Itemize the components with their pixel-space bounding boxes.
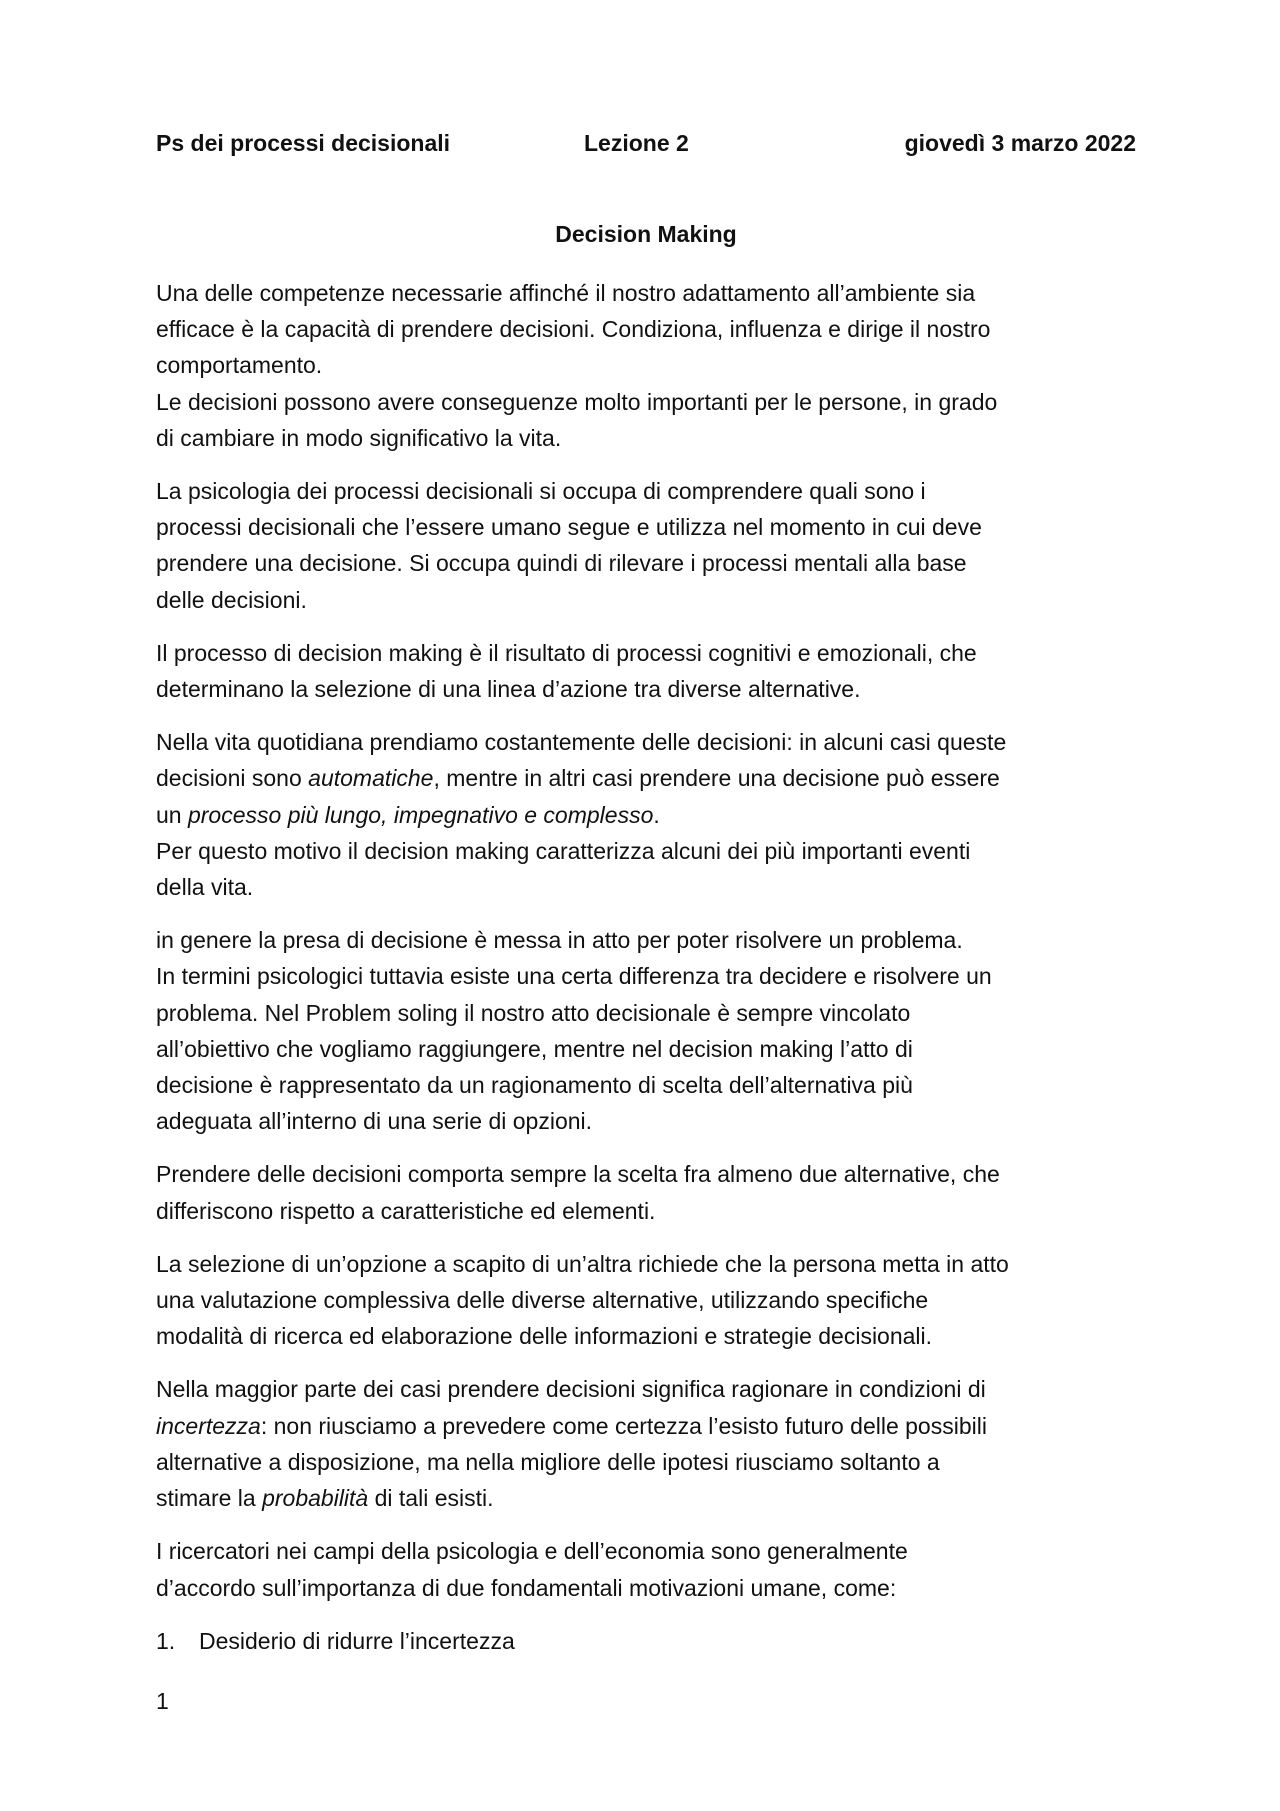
- text-line: d’accordo sull’importanza di due fondamentali motivazioni umane, come:: [156, 1574, 897, 1601]
- text-line: problema. Nel Problem soling il nostro atto decisionale è sempre vincolato: [156, 999, 911, 1026]
- text-run: di tali esisti.: [368, 1485, 494, 1512]
- text-line: Una delle competenze necessarie affinché il nostro adattamento all’ambiente sia: [156, 280, 976, 306]
- paragraph-6: [156, 1156, 1141, 1228]
- list-item-text: Desiderio di ridurre l’incertezza: [199, 1627, 515, 1654]
- text-line: decisione è rappresentato da un ragionamento di scelta dell’alternativa più: [156, 1072, 913, 1099]
- numbered-list: [156, 1623, 1141, 1659]
- text-line: all’obiettivo che vogliamo raggiungere, mentre nel decision making l’atto di: [156, 1035, 913, 1062]
- text-line: una valutazione complessiva delle diverse alternative, utilizzando specifiche: [156, 1287, 929, 1314]
- text-line: Le decisioni possono avere conseguenze molto importanti per le persone, in grado: [156, 388, 998, 415]
- italic-term: probabilità: [262, 1485, 369, 1512]
- document-body: [156, 275, 1141, 1659]
- text-line: [156, 1408, 1141, 1444]
- paragraph-8: [156, 1371, 1141, 1516]
- document-header: [156, 130, 1136, 164]
- text-line: Prendere delle decisioni comporta sempre la scelta fra almeno due alternative, che: [156, 1161, 1000, 1188]
- lesson-number: Lezione 2: [584, 130, 689, 156]
- paragraph-5: [156, 922, 1141, 1139]
- text-line: La psicologia dei processi decisionali si occupa di comprendere quali sono i: [156, 478, 926, 505]
- paragraph-7: [156, 1246, 1141, 1355]
- paragraph-4: [156, 724, 1141, 905]
- text-run: .: [653, 801, 660, 828]
- text-line: Nella maggior parte dei casi prendere decisioni significa ragionare in condizioni di: [156, 1376, 986, 1403]
- paragraph-9: [156, 1533, 1141, 1605]
- text-run: decisioni sono: [156, 765, 309, 792]
- italic-term: incertezza: [156, 1412, 261, 1439]
- text-line: [156, 797, 1141, 833]
- list-item-number: 1.: [156, 1627, 176, 1654]
- paragraph-1: [156, 275, 1141, 456]
- italic-term: automatiche: [308, 765, 434, 792]
- paragraph-2: [156, 473, 1141, 618]
- text-line: Per questo motivo il decision making caratterizza alcuni dei più importanti eventi: [156, 837, 971, 864]
- text-run: , mentre in altri casi prendere una decisione può essere: [433, 765, 1000, 792]
- text-line: Il processo di decision making è il risultato di processi cognitivi e emozionali, che: [156, 639, 977, 666]
- text-line: In termini psicologici tuttavia esiste una certa differenza tra decidere e risolvere un: [156, 963, 992, 990]
- paragraph-3: [156, 635, 1141, 707]
- text-line: di cambiare in modo significativo la vita.: [156, 424, 562, 451]
- italic-term: processo più lungo, impegnativo e complesso: [187, 801, 654, 828]
- text-line: [156, 760, 1141, 796]
- text-line: [156, 1480, 1141, 1516]
- course-name: Ps dei processi decisionali: [156, 130, 451, 156]
- text-run: un: [156, 801, 188, 828]
- text-line: in genere la presa di decisione è messa in atto per poter risolvere un problema.: [156, 927, 963, 954]
- lesson-date: giovedì 3 marzo 2022: [904, 130, 1136, 156]
- text-line: adeguata all’interno di una serie di opzioni.: [156, 1108, 593, 1135]
- text-run: stimare la: [156, 1485, 263, 1512]
- text-line: Nella vita quotidiana prendiamo costantemente delle decisioni: in alcuni casi queste: [156, 729, 1007, 756]
- text-line: della vita.: [156, 874, 254, 901]
- text-run: : non riusciamo a prevedere come certezza l’esisto futuro delle possibili: [260, 1412, 987, 1439]
- page-number: 1: [156, 1688, 169, 1714]
- text-line: efficace è la capacità di prendere decisioni. Condiziona, influenza e dirige il nostro: [156, 316, 991, 343]
- text-line: differiscono rispetto a caratteristiche ed elementi.: [156, 1197, 656, 1224]
- text-line: prendere una decisione. Si occupa quindi di rilevare i processi mentali alla base: [156, 550, 967, 577]
- list-item: [156, 1623, 1141, 1659]
- text-line: comportamento.: [156, 352, 323, 379]
- text-line: modalità di ricerca ed elaborazione delle informazioni e strategie decisionali.: [156, 1323, 933, 1350]
- text-line: I ricercatori nei campi della psicologia e dell’economia sono generalmente: [156, 1538, 908, 1565]
- section-title: Decision Making: [555, 221, 737, 247]
- text-line: determinano la selezione di una linea d’azione tra diverse alternative.: [156, 676, 861, 703]
- text-line: processi decisionali che l’essere umano segue e utilizza nel momento in cui deve: [156, 514, 982, 541]
- text-line: La selezione di un’opzione a scapito di un’altra richiede che la persona metta in atto: [156, 1250, 1009, 1277]
- text-line: alternative a disposizione, ma nella migliore delle ipotesi riusciamo soltanto a: [156, 1448, 940, 1475]
- text-line: delle decisioni.: [156, 586, 307, 613]
